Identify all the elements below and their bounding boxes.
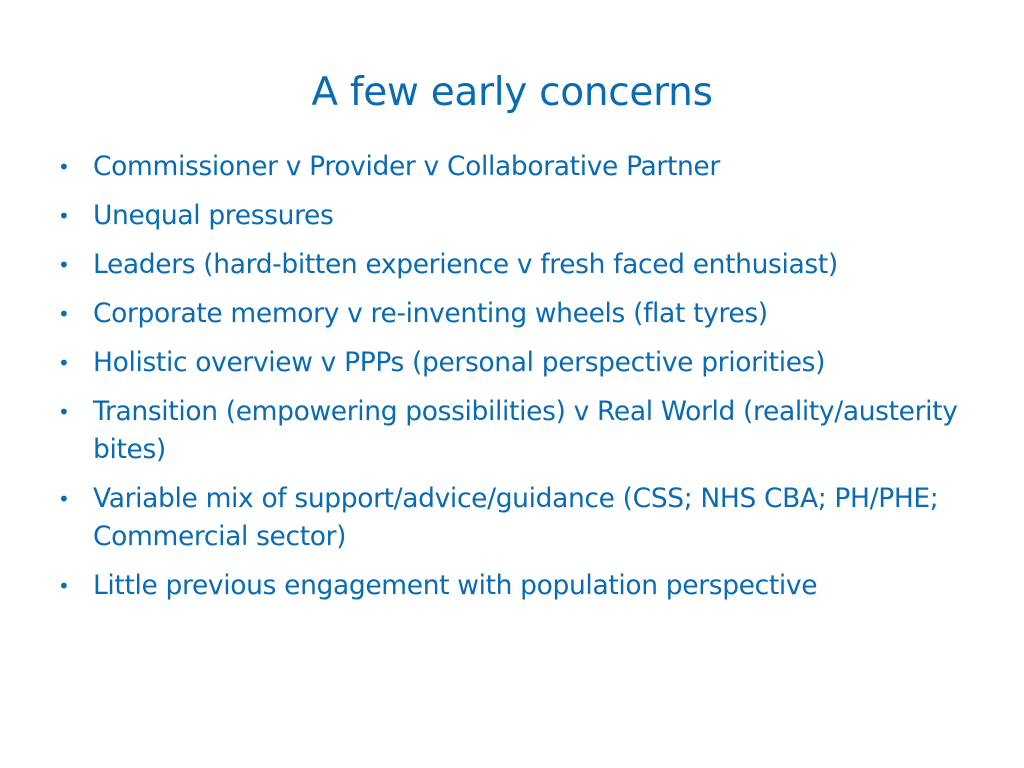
list-item [56, 567, 986, 605]
bullet-text: Unequal pressures [93, 200, 334, 231]
list-item [56, 295, 986, 333]
bullet-icon: • [58, 400, 70, 424]
bullet-text: Transition (empowering possibilities) v Real World (reality/austerity bites) [93, 396, 958, 465]
list-item [56, 148, 986, 186]
bullet-icon: • [58, 155, 70, 179]
bullet-list [56, 148, 986, 616]
bullet-icon: • [58, 204, 70, 228]
bullet-text: Corporate memory v re-inventing wheels (flat tyres) [93, 298, 768, 329]
bullet-icon: • [58, 253, 70, 277]
bullet-icon: • [58, 487, 70, 511]
bullet-text: Variable mix of support/advice/guidance (CSS; NHS CBA; PH/PHE; Commercial sector) [93, 483, 939, 552]
bullet-text: Leaders (hard-bitten experience v fresh faced enthusiast) [93, 249, 838, 280]
bullet-text: Commissioner v Provider v Collaborative Partner [93, 151, 720, 182]
list-item [56, 480, 986, 556]
bullet-icon: • [58, 302, 70, 326]
bullet-text: Little previous engagement with population perspective [93, 570, 818, 601]
bullet-icon: • [58, 574, 70, 598]
slide-title: A few early concerns [311, 70, 713, 115]
list-item [56, 393, 986, 469]
bullet-icon: • [58, 351, 70, 375]
list-item [56, 246, 986, 284]
list-item [56, 344, 986, 382]
bullet-text: Holistic overview v PPPs (personal perspective priorities) [93, 347, 826, 378]
list-item [56, 197, 986, 235]
